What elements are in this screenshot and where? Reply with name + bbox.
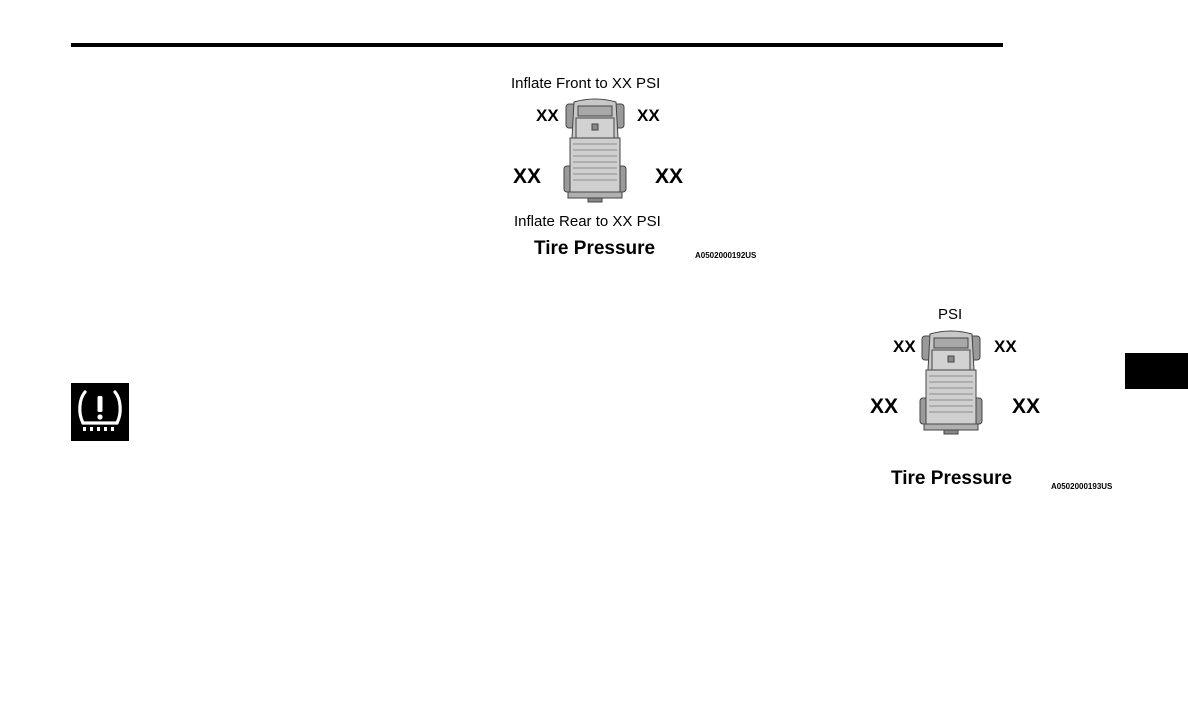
figure-title: Tire Pressure — [534, 238, 656, 259]
rear-right-pressure: XX — [655, 165, 684, 188]
figure-code: A0502000192US — [695, 251, 757, 260]
rear-right-pressure: XX — [1012, 395, 1041, 418]
rear-inflate-caption: Inflate Rear to XX PSI — [514, 213, 661, 230]
front-left-pressure: XX — [893, 337, 916, 356]
front-right-pressure: XX — [637, 106, 660, 125]
front-inflate-caption: Inflate Front to XX PSI — [511, 75, 661, 92]
front-right-pressure: XX — [994, 337, 1017, 356]
rear-left-pressure: XX — [513, 165, 542, 188]
truck-top-view-icon — [916, 330, 986, 436]
figure-code: A0502000193US — [1051, 482, 1113, 491]
front-left-pressure: XX — [536, 106, 559, 125]
pressure-unit: PSI — [938, 306, 963, 323]
figure-title: Tire Pressure — [891, 468, 1013, 489]
tire-pressure-warning-icon — [71, 383, 129, 441]
rear-left-pressure: XX — [870, 395, 899, 418]
